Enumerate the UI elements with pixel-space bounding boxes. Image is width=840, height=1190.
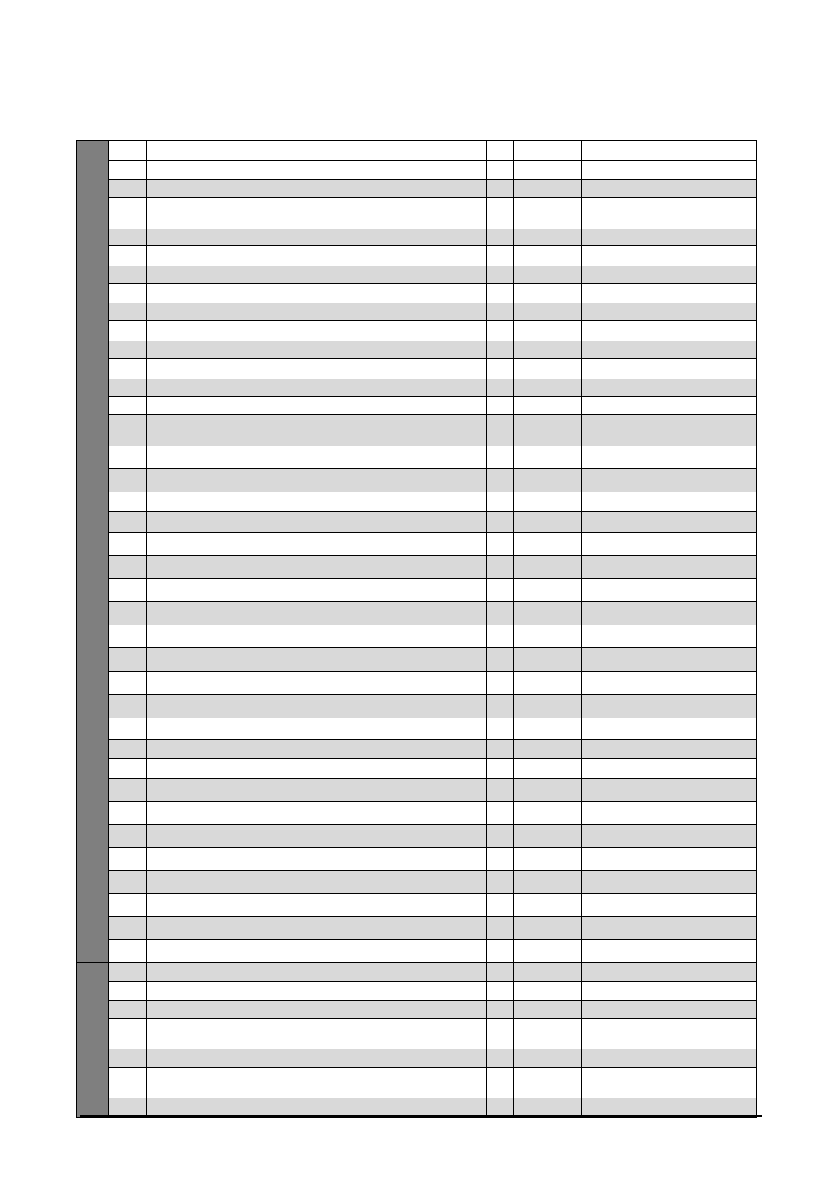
table-cell xyxy=(147,1068,487,1098)
table-cell xyxy=(109,718,147,740)
table-cell xyxy=(514,321,582,341)
table-cell xyxy=(109,266,147,284)
table-cell xyxy=(487,492,514,512)
table-cell xyxy=(514,397,582,415)
table-cell xyxy=(582,602,757,625)
table-cell xyxy=(582,303,757,321)
section-band xyxy=(77,141,109,963)
table-cell xyxy=(487,779,514,802)
table-cell xyxy=(582,161,757,180)
table-cell xyxy=(487,246,514,266)
table-cell xyxy=(109,802,147,825)
table-cell xyxy=(514,229,582,246)
table-cell xyxy=(147,397,487,415)
table-cell xyxy=(487,415,514,446)
table-cell xyxy=(582,871,757,894)
table-cell xyxy=(109,415,147,446)
table-cell xyxy=(582,141,757,161)
table-cell xyxy=(582,415,757,446)
table-cell xyxy=(147,894,487,917)
table-cell xyxy=(487,1068,514,1098)
table-cell xyxy=(582,492,757,512)
table-cell xyxy=(487,180,514,198)
table-cell xyxy=(147,825,487,848)
table-cell xyxy=(147,512,487,533)
table-cell xyxy=(582,759,757,779)
table-row xyxy=(77,625,757,648)
table-cell xyxy=(109,446,147,469)
table-cell xyxy=(109,341,147,359)
table-cell xyxy=(582,321,757,341)
table-cell xyxy=(487,379,514,397)
table-row xyxy=(77,533,757,556)
table-row xyxy=(77,802,757,825)
table-cell xyxy=(487,446,514,469)
table-row xyxy=(77,579,757,602)
table-row xyxy=(77,759,757,779)
table-cell xyxy=(109,871,147,894)
table-cell xyxy=(514,359,582,379)
table-cell xyxy=(109,180,147,198)
table-cell xyxy=(147,1049,487,1068)
table-cell xyxy=(582,229,757,246)
table-cell xyxy=(147,229,487,246)
table-cell xyxy=(514,825,582,848)
table-cell xyxy=(582,198,757,229)
table-row xyxy=(77,982,757,1001)
table-row xyxy=(77,1068,757,1098)
table-row xyxy=(77,894,757,917)
table-cell xyxy=(582,672,757,695)
table-cell xyxy=(582,848,757,871)
table-row xyxy=(77,229,757,246)
table-cell xyxy=(109,695,147,718)
table-cell xyxy=(109,397,147,415)
table-cell xyxy=(147,802,487,825)
table-cell xyxy=(487,940,514,963)
table-cell xyxy=(147,141,487,161)
table-cell xyxy=(487,303,514,321)
table-cell xyxy=(582,469,757,492)
table-cell xyxy=(487,982,514,1001)
table-cell xyxy=(109,848,147,871)
data-table xyxy=(76,140,757,1118)
table-cell xyxy=(487,512,514,533)
table-cell xyxy=(147,740,487,759)
table-row xyxy=(77,397,757,415)
table-cell xyxy=(514,695,582,718)
table-cell xyxy=(514,1001,582,1019)
table-cell xyxy=(514,759,582,779)
table-cell xyxy=(582,625,757,648)
table-cell xyxy=(109,198,147,229)
table-cell xyxy=(147,266,487,284)
table-cell xyxy=(147,446,487,469)
table-cell xyxy=(109,779,147,802)
table-cell xyxy=(582,379,757,397)
table-cell xyxy=(582,1068,757,1098)
table-cell xyxy=(147,321,487,341)
table-cell xyxy=(109,579,147,602)
table-cell xyxy=(109,894,147,917)
footer-rule xyxy=(80,1115,762,1117)
table-cell xyxy=(582,894,757,917)
table-cell xyxy=(582,341,757,359)
table-row xyxy=(77,648,757,672)
table-cell xyxy=(487,161,514,180)
table-cell xyxy=(109,1019,147,1049)
table-cell xyxy=(514,718,582,740)
table-cell xyxy=(147,963,487,982)
table-cell xyxy=(147,492,487,512)
table-cell xyxy=(487,266,514,284)
table-cell xyxy=(487,802,514,825)
table-cell xyxy=(109,321,147,341)
table-cell xyxy=(109,759,147,779)
table-row xyxy=(77,602,757,625)
table-cell xyxy=(147,648,487,672)
table-cell xyxy=(487,1049,514,1068)
table-cell xyxy=(582,648,757,672)
table-row xyxy=(77,825,757,848)
table-row xyxy=(77,415,757,446)
table-cell xyxy=(109,1049,147,1068)
table-cell xyxy=(514,917,582,940)
table-row xyxy=(77,492,757,512)
table-cell xyxy=(582,397,757,415)
table-cell xyxy=(147,198,487,229)
table-cell xyxy=(582,512,757,533)
table-cell xyxy=(514,246,582,266)
table-cell xyxy=(147,759,487,779)
section-band xyxy=(77,963,109,1118)
table-cell xyxy=(582,266,757,284)
table-cell xyxy=(514,415,582,446)
table-row xyxy=(77,512,757,533)
table-row xyxy=(77,695,757,718)
table-cell xyxy=(514,779,582,802)
table-cell xyxy=(147,1019,487,1049)
table-cell xyxy=(514,198,582,229)
table-cell xyxy=(109,940,147,963)
table-row xyxy=(77,718,757,740)
table-row xyxy=(77,556,757,579)
table-cell xyxy=(487,695,514,718)
table-cell xyxy=(582,779,757,802)
table-cell xyxy=(514,672,582,695)
table-cell xyxy=(109,229,147,246)
table-cell xyxy=(514,446,582,469)
table-cell xyxy=(109,648,147,672)
table-cell xyxy=(582,802,757,825)
table-row xyxy=(77,672,757,695)
table-cell xyxy=(582,284,757,303)
table-cell xyxy=(487,397,514,415)
table-cell xyxy=(109,161,147,180)
table-cell xyxy=(487,759,514,779)
table-cell xyxy=(147,469,487,492)
table-cell xyxy=(582,556,757,579)
table-row xyxy=(77,341,757,359)
table-cell xyxy=(147,718,487,740)
table-row xyxy=(77,940,757,963)
table-cell xyxy=(514,512,582,533)
table-cell xyxy=(487,341,514,359)
table-cell xyxy=(487,556,514,579)
table-cell xyxy=(487,198,514,229)
table-cell xyxy=(514,1068,582,1098)
table-cell xyxy=(109,359,147,379)
table-cell xyxy=(487,533,514,556)
table-cell xyxy=(487,917,514,940)
table-cell xyxy=(582,1019,757,1049)
table-cell xyxy=(582,246,757,266)
table-cell xyxy=(514,602,582,625)
table-cell xyxy=(514,940,582,963)
table-cell xyxy=(582,718,757,740)
table-cell xyxy=(147,940,487,963)
table-cell xyxy=(487,718,514,740)
table-cell xyxy=(582,1049,757,1068)
table-cell xyxy=(109,963,147,982)
table-cell xyxy=(109,625,147,648)
table-body xyxy=(77,141,757,1118)
table-cell xyxy=(109,672,147,695)
table-cell xyxy=(147,180,487,198)
table-cell xyxy=(487,740,514,759)
table-row xyxy=(77,1001,757,1019)
table-cell xyxy=(514,579,582,602)
table-cell xyxy=(582,1001,757,1019)
table-cell xyxy=(582,963,757,982)
table-cell xyxy=(147,871,487,894)
table-cell xyxy=(582,982,757,1001)
table-cell xyxy=(514,161,582,180)
table-cell xyxy=(109,740,147,759)
table-cell xyxy=(514,341,582,359)
table-cell xyxy=(514,469,582,492)
table-row xyxy=(77,917,757,940)
table-cell xyxy=(582,740,757,759)
table-cell xyxy=(487,1001,514,1019)
table-cell xyxy=(109,825,147,848)
table-cell xyxy=(514,556,582,579)
table-cell xyxy=(147,779,487,802)
table-cell xyxy=(514,284,582,303)
table-cell xyxy=(582,695,757,718)
table-cell xyxy=(487,963,514,982)
table-cell xyxy=(147,917,487,940)
table-row xyxy=(77,303,757,321)
table-cell xyxy=(147,982,487,1001)
table-row xyxy=(77,284,757,303)
table-cell xyxy=(109,141,147,161)
table-row xyxy=(77,779,757,802)
table-cell xyxy=(514,533,582,556)
table-cell xyxy=(514,871,582,894)
table-row xyxy=(77,740,757,759)
table-cell xyxy=(147,379,487,397)
table-cell xyxy=(514,625,582,648)
table-cell xyxy=(147,579,487,602)
table-cell xyxy=(582,180,757,198)
table-cell xyxy=(514,848,582,871)
table-cell xyxy=(487,321,514,341)
table-cell xyxy=(514,141,582,161)
table-cell xyxy=(147,359,487,379)
table-cell xyxy=(514,303,582,321)
table-cell xyxy=(582,533,757,556)
table-row xyxy=(77,963,757,982)
table-cell xyxy=(514,492,582,512)
table-row xyxy=(77,198,757,229)
table-row xyxy=(77,161,757,180)
table-cell xyxy=(109,602,147,625)
table-cell xyxy=(487,1019,514,1049)
table-cell xyxy=(514,802,582,825)
table-row xyxy=(77,848,757,871)
table-cell xyxy=(109,533,147,556)
table-row xyxy=(77,141,757,161)
table-cell xyxy=(487,894,514,917)
table-row xyxy=(77,359,757,379)
table-cell xyxy=(487,825,514,848)
table-cell xyxy=(487,359,514,379)
table-cell xyxy=(487,602,514,625)
table-cell xyxy=(514,1049,582,1068)
table-cell xyxy=(487,284,514,303)
table-row xyxy=(77,446,757,469)
table-cell xyxy=(147,415,487,446)
table-cell xyxy=(147,695,487,718)
table-cell xyxy=(109,512,147,533)
table-cell xyxy=(147,556,487,579)
table-row xyxy=(77,469,757,492)
table-cell xyxy=(109,303,147,321)
table-row xyxy=(77,379,757,397)
table-cell xyxy=(487,579,514,602)
table-cell xyxy=(514,963,582,982)
table-cell xyxy=(582,825,757,848)
table-cell xyxy=(514,180,582,198)
table-cell xyxy=(514,894,582,917)
table-row xyxy=(77,266,757,284)
table-cell xyxy=(109,246,147,266)
table-cell xyxy=(147,1001,487,1019)
table-cell xyxy=(487,848,514,871)
table-row xyxy=(77,871,757,894)
table-cell xyxy=(582,917,757,940)
table-cell xyxy=(147,341,487,359)
table-cell xyxy=(514,1019,582,1049)
table-row xyxy=(77,321,757,341)
table-cell xyxy=(487,625,514,648)
table-cell xyxy=(109,1001,147,1019)
table-cell xyxy=(147,161,487,180)
table-cell xyxy=(109,556,147,579)
table-row xyxy=(77,1019,757,1049)
table-cell xyxy=(109,284,147,303)
table-cell xyxy=(514,982,582,1001)
table-cell xyxy=(147,672,487,695)
table-cell xyxy=(109,1068,147,1098)
table-row xyxy=(77,246,757,266)
table-cell xyxy=(109,917,147,940)
table-cell xyxy=(109,982,147,1001)
table-cell xyxy=(147,284,487,303)
table-row xyxy=(77,1049,757,1068)
table-cell xyxy=(147,533,487,556)
table-cell xyxy=(514,266,582,284)
table-cell xyxy=(514,648,582,672)
table-cell xyxy=(109,379,147,397)
table-cell xyxy=(147,625,487,648)
table-cell xyxy=(582,446,757,469)
table-cell xyxy=(514,740,582,759)
table-cell xyxy=(147,602,487,625)
table-cell xyxy=(109,469,147,492)
table-cell xyxy=(582,359,757,379)
table-cell xyxy=(487,672,514,695)
table-cell xyxy=(487,469,514,492)
table-cell xyxy=(147,303,487,321)
table-cell xyxy=(582,940,757,963)
table-cell xyxy=(147,246,487,266)
table-cell xyxy=(147,848,487,871)
table-cell xyxy=(487,871,514,894)
table-row xyxy=(77,180,757,198)
table-cell xyxy=(487,141,514,161)
table-cell xyxy=(514,379,582,397)
table-cell xyxy=(109,492,147,512)
table-cell xyxy=(487,229,514,246)
table-cell xyxy=(582,579,757,602)
table-cell xyxy=(487,648,514,672)
